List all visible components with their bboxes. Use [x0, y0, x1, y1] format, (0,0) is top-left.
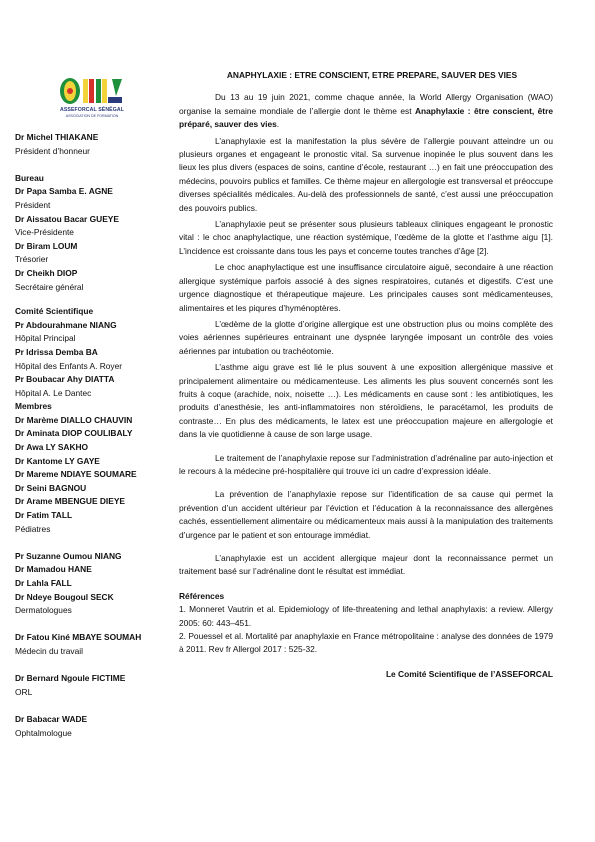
logo-title: ASSEFORCAL SÉNÉGAL [60, 107, 124, 113]
member-name: Pr Suzanne Oumou NIANG [15, 550, 122, 561]
article-paragraph: L’anaphylaxie peut se présenter sous plusieurs tableaux cliniques engageant le pronostic vital : le choc anaphylactique, une réaction systémique, l’œdème de la glotte et l’asthme aigu [1]. L’incidence est croissante dans tous les pays et concerne toutes tranches d’âge [2]. [179, 219, 553, 256]
article-paragraph: La prévention de l’anaphylaxie repose sur l’identification de sa cause qui permet la prévention d’un accident ultérieur par l’éviction et l’éducation à la reconnaissance des allergènes cachés, essentiellement alimentaire ou médicamenteux mais aussi à la manipulation des traitements d’urgence par le patient et son entourage immédiat. [179, 489, 553, 540]
bureau-role: Secrétaire général [15, 281, 84, 292]
bureau-role: Président [15, 199, 51, 210]
committee-lead-place: Hôpital Principal [15, 333, 76, 344]
references-heading: Références [179, 590, 225, 601]
article-title: ANAPHYLAXIE : ETRE CONSCIENT, ETRE PREPARE, SAUVER DES VIES [226, 70, 518, 80]
signature: Le Comité Scientifique de l’ASSEFORCAL [385, 668, 553, 679]
reference-item: 2. Pouessel et al. Mortalité par anaphylaxie en France métropolitaine : analyse des données de 1979 à 2011. Rev fr Allergol 2017 : 525-32. [179, 631, 553, 655]
committee-lead-name: Pr Abdourahmane NIANG [15, 319, 117, 330]
article-paragraph: L’anaphylaxie est un accident allergique majeur dont la reconnaissance permet un traitement basé sur l’adrénaline dont le résultat est immédiat. [179, 553, 553, 577]
member-name: Dr Seini BAGNOU [15, 482, 87, 493]
member-name: Dr Lahla FALL [15, 578, 72, 588]
article-paragraph: L’anaphylaxie est la manifestation la plus sévère de l’allergie pouvant atteindre un ou plusieurs organes et engageant le pronostic vital. Sa survenue inopinée le plus souvent dans les lieux les plus divers (espaces de soins, cantine d’école, restaurant …) en fait une préoccupation des médecins, pouvoirs publics et familles. Ce thème majeur en allergologie est transversal et préoccupe diverses spécialités médicales. Au-delà des professionnels de santé, c’est aussi une préoccupation des pouvoirs publics. [179, 135, 553, 213]
bureau-heading: Bureau [15, 172, 44, 183]
bureau-role: Trésorier [15, 254, 49, 265]
logo-mark-icon [56, 76, 128, 106]
members-heading: Membres [15, 401, 52, 412]
committee-lead-name: Pr Boubacar Ahy DIATTA [15, 374, 115, 385]
member-name: Dr Awa LY SAKHO [15, 442, 89, 453]
member-name: Dr Kantome LY GAYE [15, 455, 100, 466]
committee-lead-place: Hôpital des Enfants A. Royer [15, 360, 123, 371]
pediatric-role: Pédiatres [15, 523, 51, 534]
logo-subtitle: ASSOCIATION DE FORMATION [65, 114, 119, 118]
member-name: Dr Marème DIALLO CHAUVIN [15, 414, 133, 425]
work-doctor-name: Dr Fatou Kiné MBAYE SOUMAH [15, 632, 142, 643]
derm-role: Dermatologues [15, 605, 72, 616]
work-doctor-role: Médecin du travail [15, 645, 83, 656]
ophtalmo-role: Ophtalmologue [15, 727, 72, 738]
article [179, 69, 553, 681]
intro-text: Du 13 au 19 juin 2021, comme chaque année, la World Allergy Organisation (WAO) organise la semaine mondiale de l’allergie dont le thème est [179, 92, 553, 116]
member-name: Dr Fatim TALL [15, 510, 73, 521]
committee-lead-name: Pr Idrissa Demba BA [15, 346, 98, 357]
orl-name: Dr Bernard Ngoule FICTIME [15, 673, 126, 684]
committee-heading: Comité Scientifique [15, 306, 94, 317]
bureau-name: Dr Papa Samba E. AGNE [15, 186, 113, 197]
article-paragraph: L’asthme aigu grave est lié le plus souvent à une exposition allergénique massive et principalement alimentaire ou médicamenteuse. Les aliments les plus souvent concernés sont les fruits à coque (arachide, noix, noisette …). Les médicaments en cause sont : les antibiotiques, les produits d’anesthésie, les anti-inflammatoires non stéroïdiens, le paracétamol, les produits de contraste… En plus des médicaments, le latex est une préoccupation majeure en allergologie et dans la vie quotidienne à cause de son large usage. [179, 362, 553, 440]
member-name: Dr Mareme NDIAYE SOUMARE [15, 469, 137, 480]
sidebar-members [15, 131, 165, 740]
article-paragraph: Le traitement de l’anaphylaxie repose sur l’administration d’adrénaline par auto-injection et le recours à la médecine pré-hospitalière qui trouve ici un cadre d’expression idéale. [179, 452, 553, 476]
intro-end: . [276, 119, 280, 130]
member-name: Dr Aminata DIOP COULIBALY [15, 428, 133, 439]
article-paragraph: L’œdème de la glotte d’origine allergique est une obstruction plus ou moins complète des voies aériennes supérieures entrainant une dyspnée laryngée imposant un contrôle des voies aériennes par intubation ou trachéotomie. [179, 318, 553, 356]
article-paragraph: Le choc anaphylactique est une insuffisance circulatoire aiguë, secondaire à une réaction allergique systémique parfois associé à des signes respiratoires, cutanés et digestifs. C’est une urgence diagnostique et thérapeutique majeure. Les principales causes sont médicamenteuses, alimentaires et les piqures d’hyménoptères. [179, 262, 553, 313]
theme-text: Anaphylaxie : être conscient, être préparé, sauver des vies [179, 105, 553, 130]
member-name: Dr Ndeye Bougoul SECK [15, 591, 114, 602]
intro-paragraph [179, 91, 553, 131]
bureau-name: Dr Cheikh DIOP [15, 267, 78, 278]
bureau-role: Vice-Présidente [15, 227, 74, 238]
member-name: Dr Arame MBENGUE DIEYE [15, 496, 125, 507]
member-name: Dr Mamadou HANE [15, 564, 92, 575]
ophtalmo-name: Dr Babacar WADE [15, 713, 88, 724]
orl-role: ORL [15, 686, 33, 697]
reference-item: 1. Monneret Vautrin et al. Epidemiology of life-threatening and lethal anaphylaxis: a review. Allergy 2005: 60: 443–451. [179, 604, 553, 628]
bureau-name: Dr Aissatou Bacar GUEYE [15, 213, 119, 224]
honor-name: Dr Michel THIAKANE [15, 132, 99, 142]
committee-lead-place: Hôpital A. Le Dantec [15, 387, 92, 398]
bureau-name: Dr Biram LOUM [15, 240, 78, 251]
asseforcal-logo [52, 76, 130, 126]
honor-role: Président d’honneur [15, 145, 90, 156]
